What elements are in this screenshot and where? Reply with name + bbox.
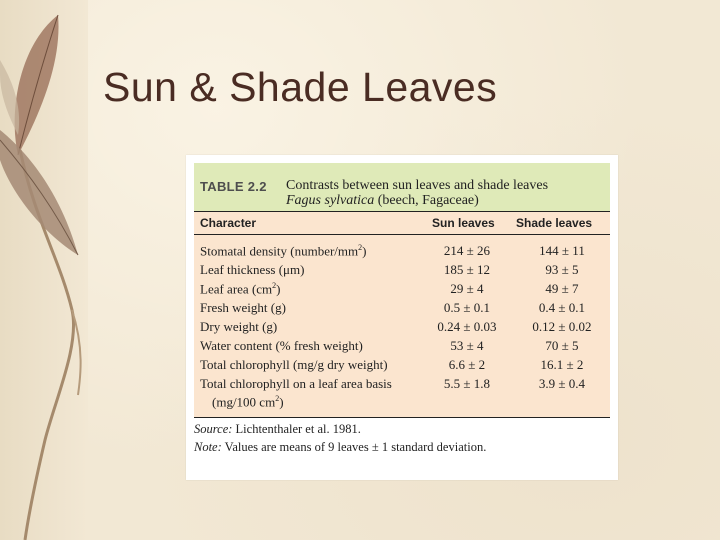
table-body	[194, 235, 610, 418]
row-sun-value: 0.5 ± 0.1	[443, 300, 491, 315]
row-shade-value: 70 ± 5	[545, 338, 579, 353]
row-character-sup: 2	[358, 243, 363, 252]
row-character	[200, 243, 367, 259]
table-row	[194, 336, 610, 355]
source-label: Source:	[194, 422, 233, 436]
row-sun-value: 29 ± 4	[450, 281, 484, 296]
row-character: Water content (% fresh weight)	[200, 338, 363, 353]
table-notes	[194, 420, 610, 456]
row-character-after: )	[362, 243, 367, 259]
column-header-sun: Sun leaves	[432, 216, 495, 230]
table-row	[194, 374, 610, 412]
table-row	[194, 241, 610, 260]
table-caption-text	[286, 178, 606, 208]
table-source	[194, 420, 610, 438]
branch-leaf-decoration	[0, 0, 100, 540]
source-text: Lichtenthaler et al. 1981.	[232, 422, 361, 436]
row-character	[200, 281, 281, 297]
caption-line-1: Contrasts between sun leaves and shade leaves	[286, 178, 549, 193]
note-label: Note:	[194, 440, 222, 454]
row-character-line-2-sup: 2	[275, 394, 280, 403]
table-caption	[194, 163, 610, 211]
row-shade-value: 0.12 ± 0.02	[532, 319, 592, 334]
row-character: Leaf thickness (μm)	[200, 262, 305, 277]
table-header-row	[194, 211, 610, 235]
row-character: Total chlorophyll on a leaf area basis	[200, 376, 392, 391]
row-sun-value: 185 ± 12	[443, 262, 491, 277]
column-header-character: Character	[200, 216, 257, 230]
row-character-line-2-text: (mg/100 cm	[212, 394, 276, 410]
row-character-text: Stomatal density (number/mm	[200, 243, 359, 259]
data-table	[194, 163, 610, 410]
row-shade-value: 49 ± 7	[545, 281, 579, 296]
row-sun-value: 53 ± 4	[450, 338, 484, 353]
row-character-line-2	[212, 394, 284, 410]
row-sun-value: 5.5 ± 1.8	[443, 376, 491, 391]
row-character-line-2-after: )	[279, 394, 284, 410]
table-label: TABLE 2.2	[200, 179, 267, 194]
table-row	[194, 317, 610, 336]
row-shade-value: 3.9 ± 0.4	[538, 376, 586, 391]
table-row	[194, 355, 610, 374]
row-character: Dry weight (g)	[200, 319, 278, 334]
table-note	[194, 438, 610, 456]
species-common: (beech, Fagaceae)	[374, 193, 479, 208]
row-character: Total chlorophyll (mg/g dry weight)	[200, 357, 388, 372]
row-sun-value: 0.24 ± 0.03	[437, 319, 497, 334]
row-character-sup: 2	[272, 281, 277, 290]
row-character-after: )	[276, 281, 281, 297]
table-figure	[186, 155, 618, 480]
row-sun-value: 6.6 ± 2	[448, 357, 486, 372]
row-shade-value: 0.4 ± 0.1	[538, 300, 586, 315]
row-character: Fresh weight (g)	[200, 300, 286, 315]
note-text: Values are means of 9 leaves ± 1 standard deviation.	[221, 440, 487, 454]
table-row	[194, 279, 610, 298]
slide-title: Sun & Shade Leaves	[103, 64, 498, 110]
caption-line-2	[286, 193, 606, 208]
table-row	[194, 298, 610, 317]
row-shade-value: 16.1 ± 2	[540, 357, 584, 372]
row-shade-value: 93 ± 5	[545, 262, 579, 277]
row-shade-value: 144 ± 11	[539, 243, 585, 258]
species-name: Fagus sylvatica	[286, 193, 375, 208]
row-sun-value: 214 ± 26	[443, 243, 491, 258]
row-character-text: Leaf area (cm	[200, 281, 273, 297]
table-row	[194, 260, 610, 279]
column-header-shade: Shade leaves	[516, 216, 593, 230]
